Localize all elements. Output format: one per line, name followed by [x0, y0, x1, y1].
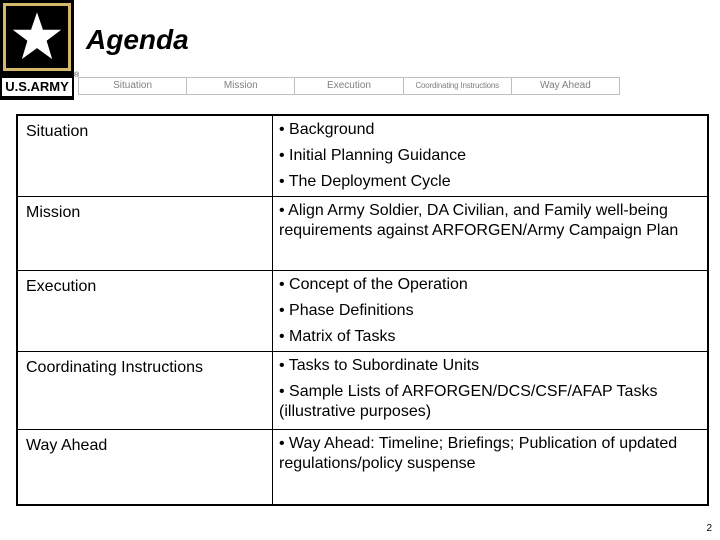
- topic-cell: Coordinating Instructions: [17, 352, 273, 430]
- logo-wordmark: U.S.ARMY: [0, 76, 74, 98]
- bullet-item: • Tasks to Subordinate Units: [279, 357, 480, 374]
- army-logo: [0, 0, 74, 100]
- bullet-item: • The Deployment Cycle: [279, 173, 451, 190]
- registered-mark: ®: [74, 72, 80, 79]
- bullet-item: • Concept of the Operation: [279, 276, 468, 293]
- nav-item-mission[interactable]: Mission: [187, 78, 295, 94]
- bullet-item: • Sample Lists of ARFORGEN/DCS/CSF/AFAP Tasks (illustrative purposes): [279, 383, 658, 420]
- star-icon: [6, 6, 68, 68]
- table-row: [17, 271, 708, 352]
- bullet-item: • Initial Planning Guidance: [279, 147, 467, 164]
- agenda-table: [16, 114, 709, 506]
- topic-cell: Execution: [17, 271, 273, 352]
- page-number: 2: [706, 523, 712, 534]
- nav-item-way-ahead[interactable]: Way Ahead: [540, 80, 591, 91]
- table-row: [17, 352, 708, 430]
- bullet-item: • Way Ahead: Timeline; Briefings; Publication of updated regulations/policy suspense: [279, 435, 678, 472]
- nav-item-situation[interactable]: Situation: [79, 78, 187, 94]
- details-cell: [273, 271, 709, 352]
- topic-cell: Mission: [17, 197, 273, 271]
- topic-cell: Situation: [17, 115, 273, 197]
- table-row: [17, 430, 708, 505]
- details-cell: [273, 115, 709, 197]
- details-cell: [273, 352, 709, 430]
- page-title: Agenda: [86, 24, 189, 55]
- details-cell: [273, 197, 709, 271]
- topic-cell: Way Ahead: [17, 430, 273, 505]
- table-row: [17, 115, 708, 197]
- bullet-item: • Phase Definitions: [279, 302, 414, 319]
- bullet-item: • Align Army Soldier, DA Civilian, and Family well-being requirements against ARFORGEN/Army Campaign Plan: [279, 202, 679, 239]
- nav-item-coordinating-instructions[interactable]: Coordinating Instructions: [404, 78, 512, 94]
- logo-star-frame: [3, 3, 71, 71]
- table-row: [17, 197, 708, 271]
- section-nav: [78, 77, 620, 95]
- bullet-item: • Matrix of Tasks: [279, 328, 396, 345]
- nav-item-execution[interactable]: Execution: [295, 78, 403, 94]
- bullet-item: • Background: [279, 121, 375, 138]
- details-cell: [273, 430, 709, 505]
